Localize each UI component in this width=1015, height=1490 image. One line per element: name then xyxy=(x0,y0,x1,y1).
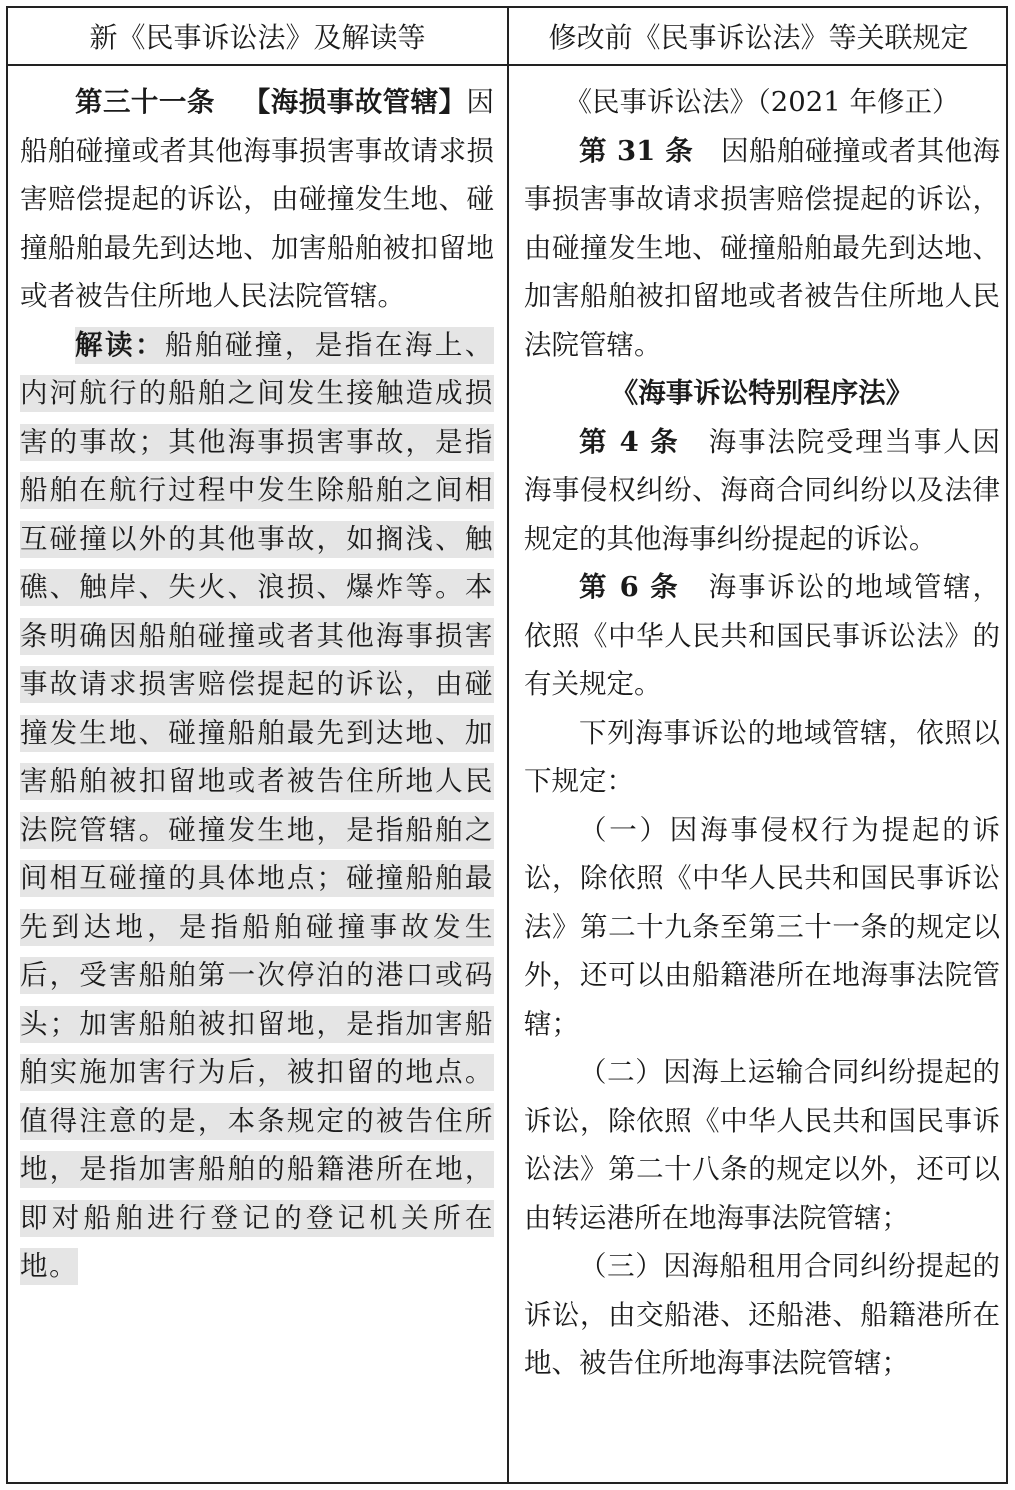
article-6-text: 海事诉讼的地域管辖，依照《中华人民共和国民事诉讼法》的有关规定。 xyxy=(524,571,1000,700)
left-column-header: 新《民事诉讼法》及解读等 xyxy=(89,21,426,54)
interpretation-text: 船舶碰撞，是指在海上、内河航行的船舶之间发生接触造成损害的事故；其他海事损害事故，是指船舶在航行过程中发生除船舶之间相互碰撞以外的其他事故，如搁浅、触礁、触岸、失火、浪损、爆炸等。本条明确因船舶碰撞或者其他海事损害事故请求损害赔偿提起的诉讼，由碰撞发生地、碰撞船舶最先到达地、加害船舶被扣留地或者被告住所地人民法院管辖。碰撞发生地，是指船舶之间相互碰撞的具体地点；碰撞船舶最先到达地，是指船舶碰撞事故发生后，受害船舶第一次停泊的港口或码头；加害船舶被扣留地，是指加害船舶实施加害行为后，被扣留的地点。值得注意的是，本条规定的被告住所地，是指加害船舶的船籍港所在地，即对船舶进行登记的登记机关所在地。 xyxy=(20,328,494,1282)
interpretation-paragraph xyxy=(20,321,494,1291)
law1-article-label: 第 31 条 xyxy=(579,134,694,167)
law1-article xyxy=(524,127,1000,370)
comparison-table xyxy=(6,6,1008,1484)
law1-title: 《民事诉讼法》（2021 年修正） xyxy=(564,86,960,118)
article-6 xyxy=(524,563,1000,709)
interpretation-highlight xyxy=(20,327,494,1286)
article-4 xyxy=(524,418,1000,564)
interpretation-label: 解读： xyxy=(75,328,165,361)
article-6-paragraph-2: 下列海事诉讼的地域管辖，依照以下规定： xyxy=(524,716,1000,797)
right-column xyxy=(524,78,1000,1388)
column-divider xyxy=(507,8,509,1482)
header-divider xyxy=(8,64,1006,66)
right-column-header: 修改前《民事诉讼法》等关联规定 xyxy=(548,21,969,54)
article-6-item-2: （二）因海上运输合同纠纷提起的诉讼，除依照《中华人民共和国民事诉讼法》第二十八条的规定以外，还可以由转运港所在地海事法院管辖； xyxy=(524,1056,1000,1234)
article-6-item-1: （一）因海事侵权行为提起的诉讼，除依照《中华人民共和国民事诉讼法》第二十九条至第三十一条的规定以外，还可以由船籍港所在地海事法院管辖； xyxy=(524,813,1000,1040)
article-number: 第三十一条 xyxy=(75,86,215,118)
article-paragraph xyxy=(20,78,494,321)
article-text: 因船舶碰撞或者其他海事损害事故请求损害赔偿提起的诉讼，由碰撞发生地、碰撞船舶最先到达地、加害船舶被扣留地或者被告住所地人民法院管辖。 xyxy=(20,86,495,312)
law2-title: 《海事诉讼特别程序法》 xyxy=(610,377,914,409)
article-4-label: 第 4 条 xyxy=(579,425,680,458)
article-6-item-3: （三）因海船租用合同纠纷提起的诉讼，由交船港、还船港、船籍港所在地、被告住所地海事法院管辖； xyxy=(524,1250,1000,1379)
article-6-label: 第 6 条 xyxy=(579,571,680,603)
article-title: 【海损事故管辖】 xyxy=(242,86,467,118)
law1-article-text: 因船舶碰撞或者其他海事损害事故请求损害赔偿提起的诉讼，由碰撞发生地、碰撞船舶最先到达地、加害船舶被扣留地或者被告住所地人民法院管辖。 xyxy=(524,134,1000,361)
article-4-text: 海事法院受理当事人因海事侵权纠纷、海商合同纠纷以及法律规定的其他海事纠纷提起的诉讼。 xyxy=(524,425,1000,555)
left-column xyxy=(20,78,494,1291)
